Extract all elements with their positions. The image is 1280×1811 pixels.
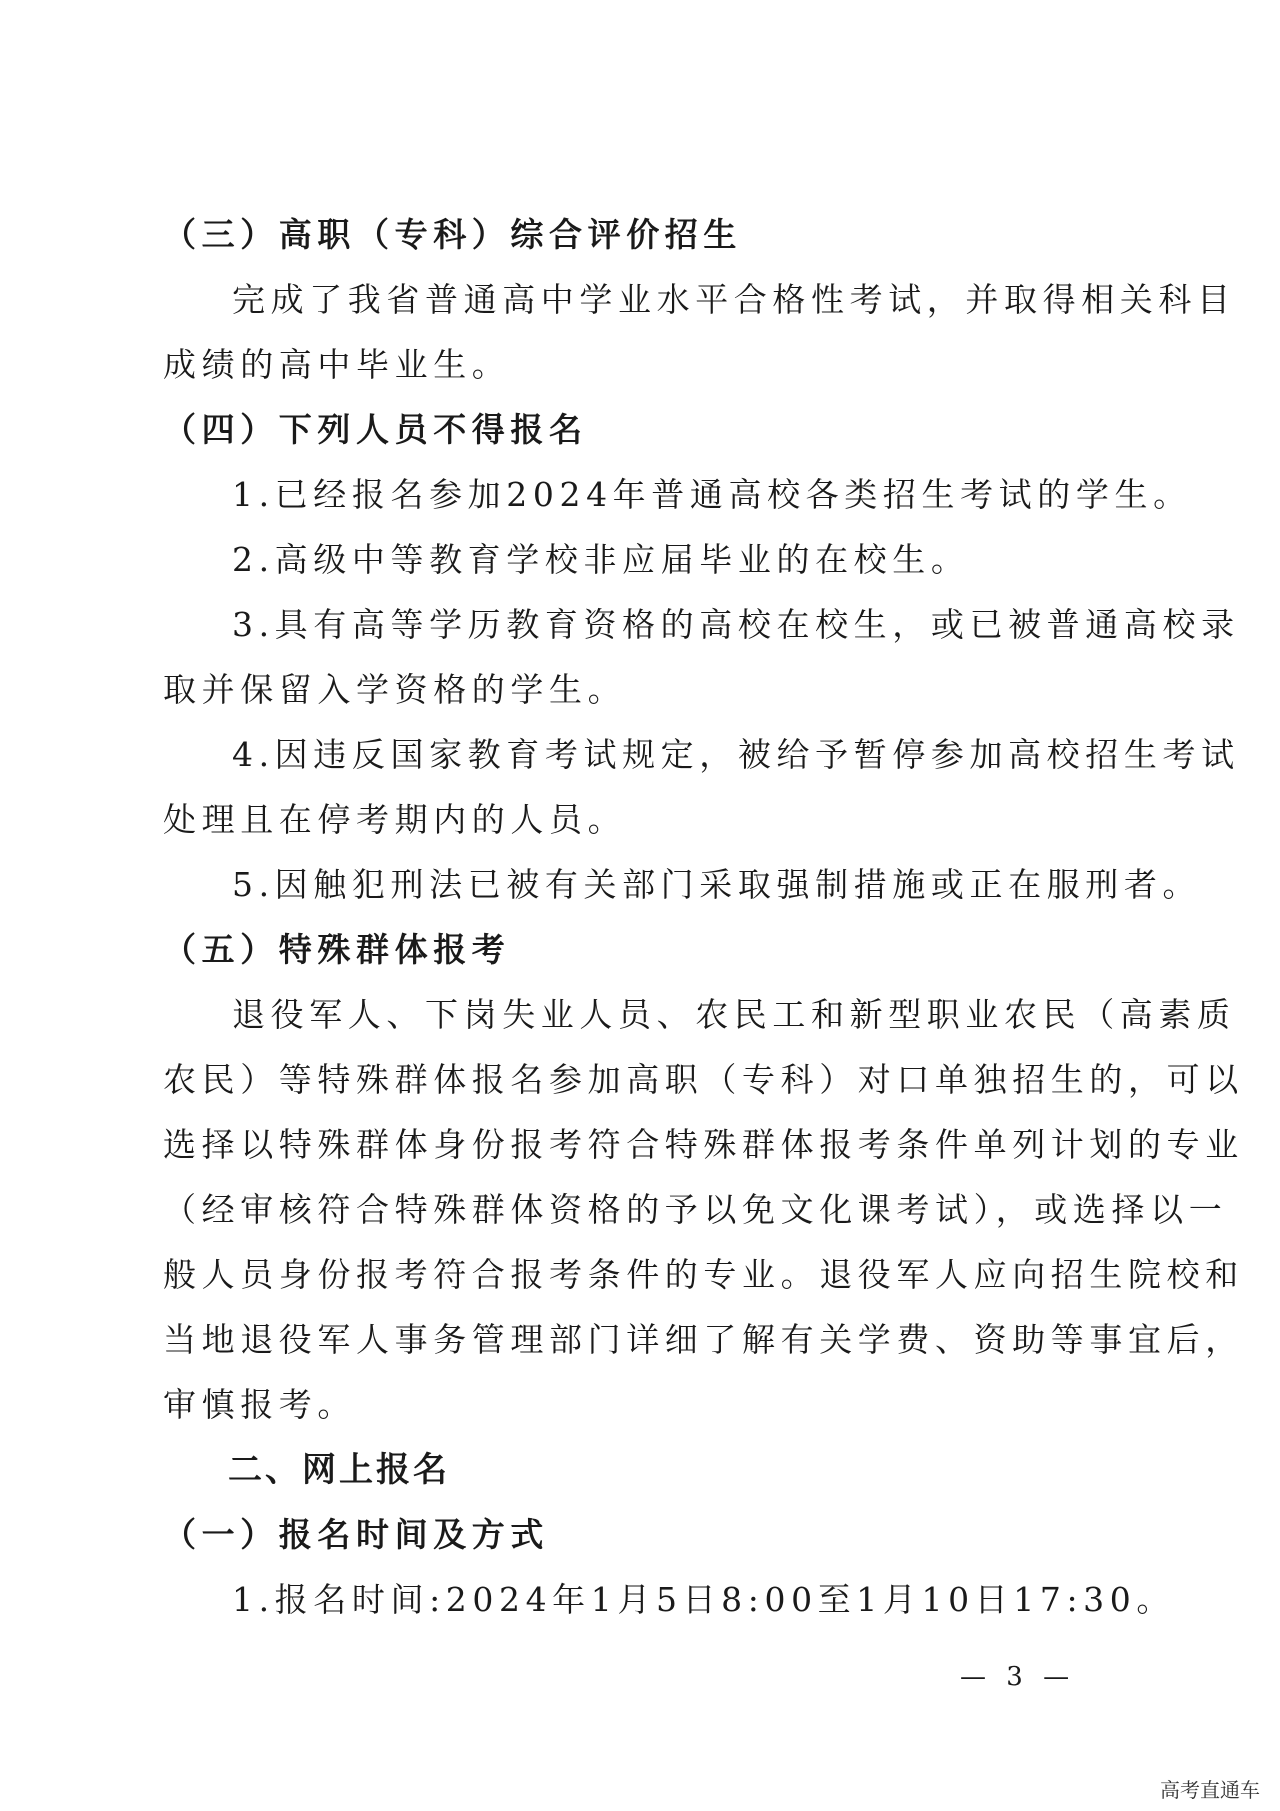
paragraph-line: 审慎报考。 bbox=[163, 1385, 356, 1424]
list-item-2: 2.高级中等教育学校非应届毕业的在校生。 bbox=[232, 540, 970, 579]
section-heading-2: 二、网上报名 bbox=[228, 1450, 450, 1490]
subsection-heading-4: （四）下列人员不得报名 bbox=[163, 410, 588, 449]
paragraph-line: （经审核符合特殊群体资格的予以免文化课考试），或选择以一 bbox=[163, 1190, 1228, 1229]
list-item-1: 1.已经报名参加2024年普通高校各类招生考试的学生。 bbox=[232, 475, 1192, 514]
paragraph-line: 般人员身份报考符合报考条件的专业。退役军人应向招生院校和 bbox=[163, 1255, 1244, 1294]
subsection-heading-3: （三）高职（专科）综合评价招生 bbox=[163, 215, 742, 254]
paragraph-line: 成绩的高中毕业生。 bbox=[163, 345, 511, 384]
paragraph-line: 完成了我省普通高中学业水平合格性考试，并取得相关科目 bbox=[232, 280, 1236, 319]
subsection-heading-5: （五）特殊群体报考 bbox=[163, 930, 511, 969]
watermark: 高考直通车 bbox=[1160, 1778, 1260, 1802]
paragraph-line: 当地退役军人事务管理部门详细了解有关学费、资助等事宜后， bbox=[163, 1320, 1244, 1359]
subsection-heading-1: （一）报名时间及方式 bbox=[163, 1515, 549, 1554]
list-item-3-cont: 取并保留入学资格的学生。 bbox=[163, 670, 627, 709]
paragraph-line: 退役军人、下岗失业人员、农民工和新型职业农民（高素质 bbox=[232, 995, 1236, 1034]
paragraph-line: 选择以特殊群体身份报考符合特殊群体报考条件单列计划的专业 bbox=[163, 1125, 1244, 1164]
list-item-4-cont: 处理且在停考期内的人员。 bbox=[163, 800, 627, 839]
list-item-4: 4.因违反国家教育考试规定，被给予暂停参加高校招生考试 bbox=[232, 735, 1240, 774]
paragraph-line: 农民）等特殊群体报名参加高职（专科）对口单独招生的，可以 bbox=[163, 1060, 1244, 1099]
page-number: — 3 — bbox=[960, 1662, 1076, 1692]
list-item-registration-time: 1.报名时间:2024年1月5日8:00至1月10日17:30。 bbox=[232, 1580, 1175, 1619]
list-item-5: 5.因触犯刑法已被有关部门采取强制措施或正在服刑者。 bbox=[232, 865, 1202, 904]
list-item-3: 3.具有高等学历教育资格的高校在校生，或已被普通高校录 bbox=[232, 605, 1240, 644]
